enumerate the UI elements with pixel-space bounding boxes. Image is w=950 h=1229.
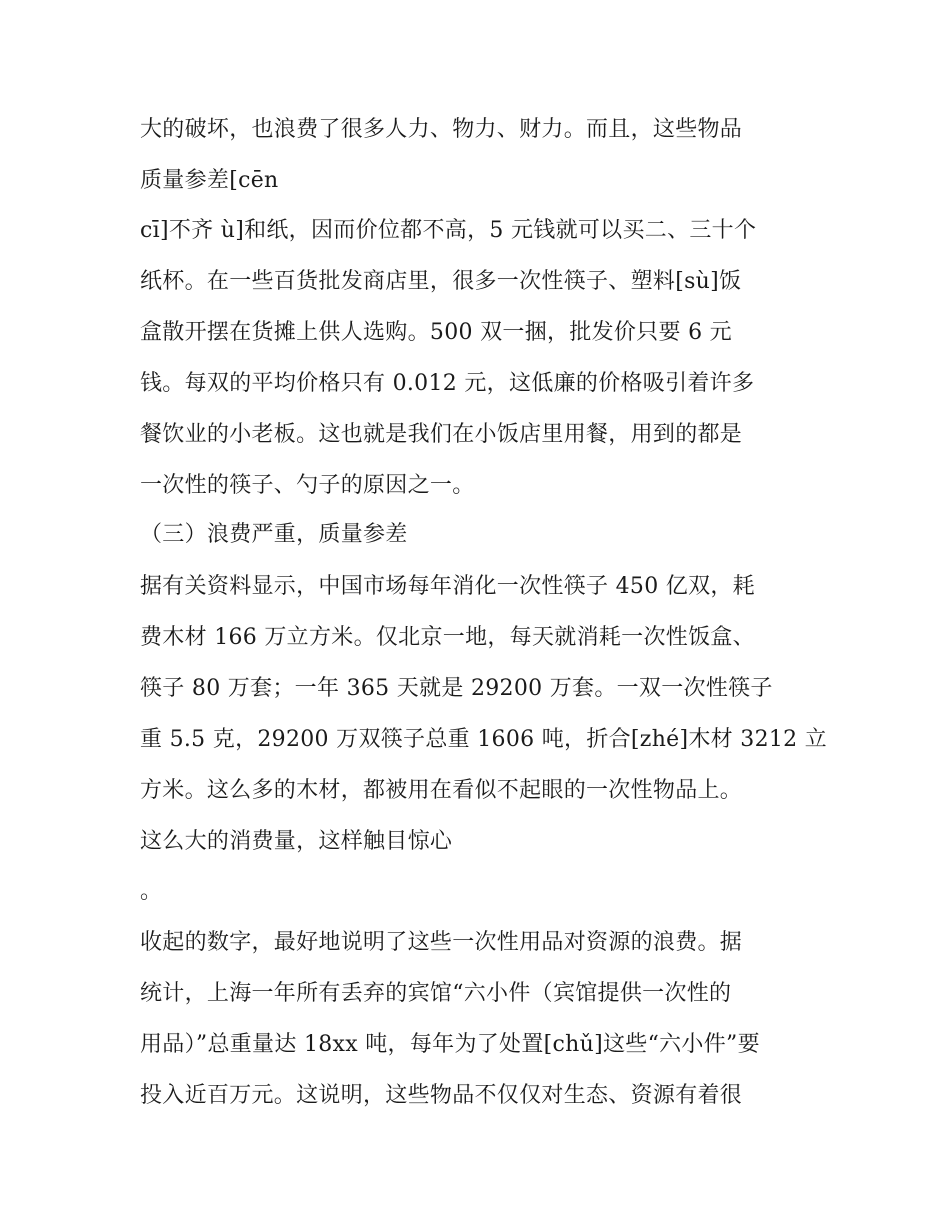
text-line: 方米。这么多的木材，都被用在看似不起眼的一次性物品上。 [140, 778, 743, 803]
text-line: 费木材 166 万立方米。仅北京一地，每天就消耗一次性饭盒、 [140, 625, 755, 650]
text-line: 用品）”总重量达 18xx 吨，每年为了处置[chǔ]这些“六小件”要 [140, 1032, 760, 1057]
text-line: 一次性的筷子、勺子的原因之一。 [140, 473, 475, 498]
text-line: 。 [140, 879, 163, 904]
text-line: cī]不齐 ù]和纸，因而价位都不高，5 元钱就可以买二、三十个 [140, 218, 757, 243]
text-line: 大的破坏，也浪费了很多人力、物力、财力。而且，这些物品 [140, 117, 743, 142]
text-line: 据有关资料显示，中国市场每年消化一次性筷子 450 亿双，耗 [140, 574, 755, 599]
text-line: 纸杯。在一些百货批发商店里，很多一次性筷子、塑料[sù]饭 [140, 269, 742, 294]
text-line: 投入近百万元。这说明，这些物品不仅仅对生态、资源有着很 [140, 1083, 743, 1108]
text-line: 统计，上海一年所有丢弃的宾馆“六小件（宾馆提供一次性的 [140, 981, 732, 1006]
text-line: 质量参差[cēn [140, 168, 279, 193]
text-line: 盒散开摆在货摊上供人选购。500 双一捆，批发价只要 6 元 [140, 320, 732, 345]
text-line: 重 5.5 克，29200 万双筷子总重 1606 吨，折合[zhé]木材 3212 立 [140, 727, 828, 752]
text-line: 餐饮业的小老板。这也就是我们在小饭店里用餐，用到的都是 [140, 422, 743, 447]
section-heading: （三）浪费严重，质量参差 [140, 522, 408, 547]
text-line: 筷子 80 万套；一年 365 天就是 29200 万套。一双一次性筷子 [140, 676, 773, 701]
text-line: 钱。每双的平均价格只有 0.012 元，这低廉的价格吸引着许多 [140, 371, 755, 396]
text-line: 收起的数字，最好地说明了这些一次性用品对资源的浪费。据 [140, 930, 743, 955]
text-line: 这么大的消费量，这样触目惊心 [140, 829, 453, 854]
